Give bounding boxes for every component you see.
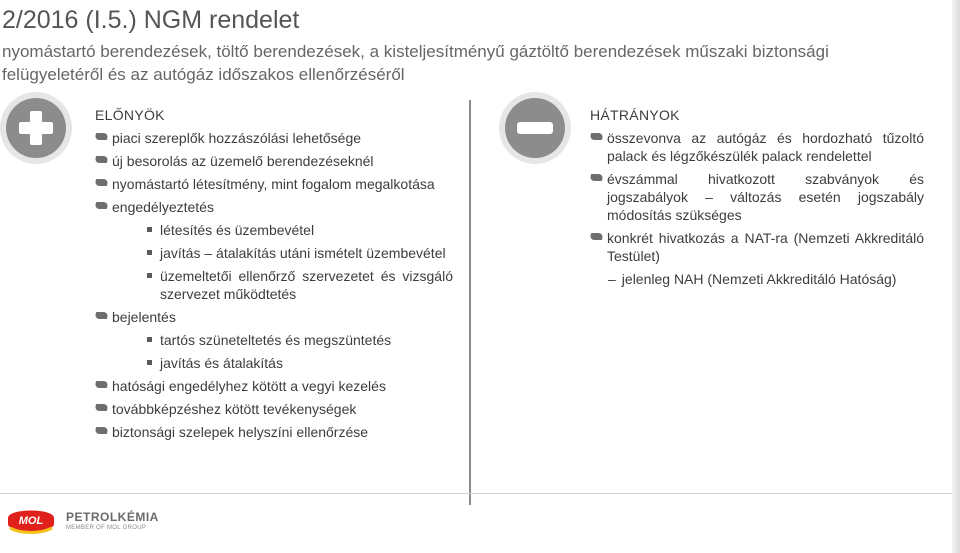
column-divider <box>469 100 471 505</box>
leaf-bullet-icon <box>94 312 110 319</box>
plus-circle-icon <box>6 98 66 158</box>
footer-divider <box>0 493 952 494</box>
advantages-heading: ELŐNYÖK <box>95 107 165 123</box>
leaf-bullet-icon <box>94 404 110 411</box>
leaf-bullet-icon <box>589 174 605 181</box>
list-item: konkrét hivatkozás a NAT-ra (Nemzeti Akkreditáló Testület) <box>590 229 924 265</box>
sub-list-item: létesítés és üzembevétel <box>95 221 453 239</box>
leaf-bullet-icon <box>94 202 110 209</box>
square-bullet-icon <box>147 273 152 278</box>
leaf-bullet-icon <box>589 133 605 140</box>
sub-list-item: üzemeltetői ellenőrző szervezetet és vizsgáló szervezet működtetés <box>95 267 453 303</box>
dash-list-item: – jelenleg NAH (Nemzeti Akkreditáló Hatóság) <box>608 271 897 287</box>
advantages-column <box>95 106 453 446</box>
list-item: biztonsági szelepek helyszíni ellenőrzése <box>95 423 453 441</box>
square-bullet-icon <box>147 337 152 342</box>
list-item: évszámmal hivatkozott szabványok és jogszabályok – változás esetén jogszabály módosítás szükséges <box>590 170 924 224</box>
list-item: összevonva az autógáz és hordozható tűzoltó palack és légzőkészülék palack rendelettel <box>590 129 924 165</box>
square-bullet-icon <box>147 360 152 365</box>
right-edge-shadow <box>952 0 960 553</box>
leaf-bullet-icon <box>94 179 110 186</box>
mol-logo <box>6 504 56 538</box>
list-item: hatósági engedélyhez kötött a vegyi kezelés <box>95 377 453 395</box>
disadvantages-heading: HÁTRÁNYOK <box>590 107 680 123</box>
page-subtitle: nyomástartó berendezések, töltő berendezések, a kisteljesítményű gáztöltő berendezések műszaki biztonsági felügyeletéről és az autógáz időszakos ellenőrzéséről <box>2 42 829 84</box>
list-item: továbbképzéshez kötött tevékenységek <box>95 400 453 418</box>
sub-list-item: javítás és átalakítás <box>95 354 453 372</box>
leaf-bullet-icon <box>94 156 110 163</box>
brand-subtitle: MEMBER OF MOL GROUP <box>66 525 147 531</box>
list-item: bejelentés <box>95 308 453 326</box>
dash-bullet: – <box>608 271 616 287</box>
list-item: piaci szereplők hozzászólási lehetősége <box>95 129 453 147</box>
sub-list-item: javítás – átalakítás utáni ismételt üzembevétel <box>95 244 453 262</box>
leaf-bullet-icon <box>589 233 605 240</box>
sub-list-item: tartós szüneteltetés és megszüntetés <box>95 331 453 349</box>
brand-name: PETROLKÉMIA <box>66 510 159 524</box>
leaf-bullet-icon <box>94 427 110 434</box>
square-bullet-icon <box>147 250 152 255</box>
minus-circle-icon <box>505 98 565 158</box>
leaf-bullet-icon <box>94 381 110 388</box>
list-item: engedélyeztetés <box>95 198 453 216</box>
page-title: 2/2016 (I.5.) NGM rendelet <box>2 6 300 34</box>
list-item: nyomástartó létesítmény, mint fogalom megalkotása <box>95 175 453 193</box>
mol-logo-text: MOL <box>18 515 44 527</box>
disadvantages-column <box>590 106 924 288</box>
square-bullet-icon <box>147 227 152 232</box>
list-item: új besorolás az üzemelő berendezéseknél <box>95 152 453 170</box>
leaf-bullet-icon <box>94 133 110 140</box>
